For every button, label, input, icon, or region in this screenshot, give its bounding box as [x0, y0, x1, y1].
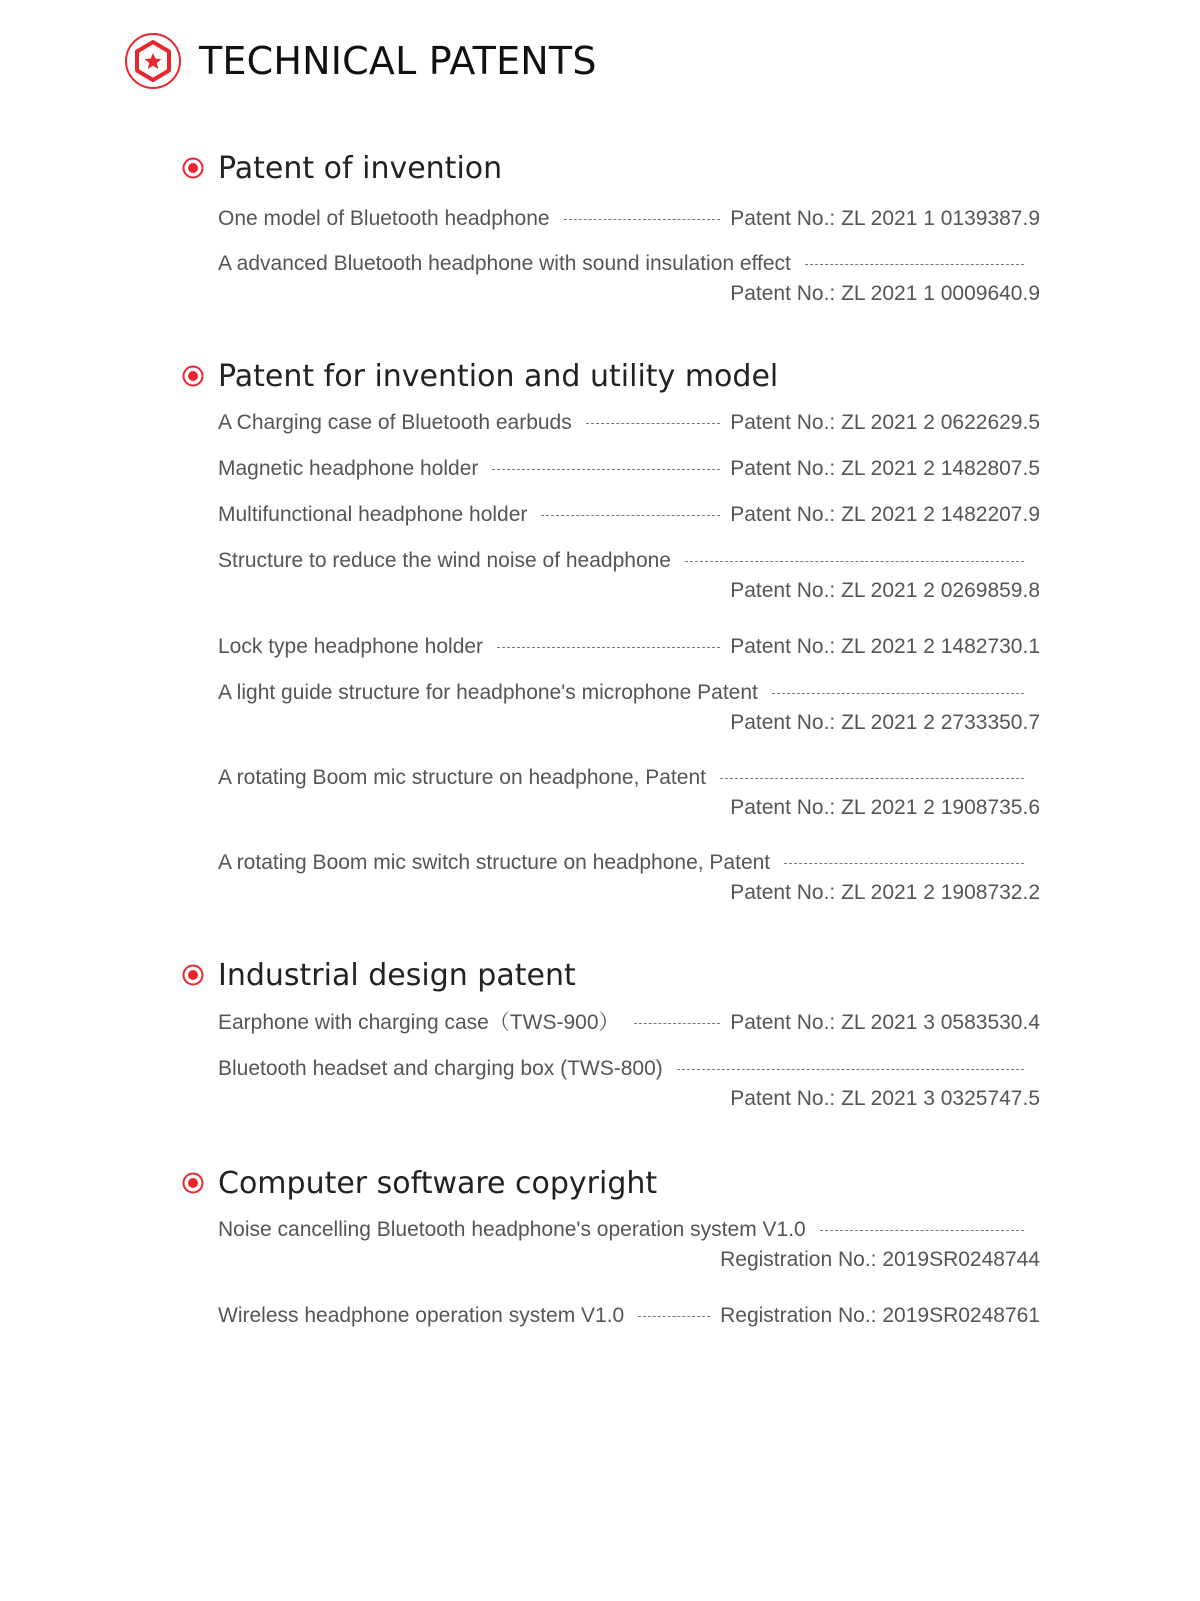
patent-number: Patent No.: ZL 2021 2 1482807.5: [730, 457, 1040, 480]
registration-number: Registration No.: 2019SR0248744: [720, 1248, 1040, 1271]
dash-leader: [586, 423, 720, 424]
section-title: Computer software copyright: [218, 1165, 658, 1201]
item-name: One model of Bluetooth headphone: [218, 207, 550, 230]
list-item: [218, 1008, 1040, 1038]
section-software-copyright: [180, 1165, 1040, 1327]
list-item: [218, 1054, 1040, 1114]
list-item: [218, 204, 1040, 234]
dash-leader: [784, 863, 1024, 864]
item-name: A advanced Bluetooth headphone with sound insulation effect: [218, 252, 791, 275]
patent-number: Patent No.: ZL 2021 2 1908732.2: [730, 881, 1040, 904]
patent-number: Patent No.: ZL 2021 1 0009640.9: [730, 282, 1040, 305]
list-item: [218, 848, 1040, 908]
item-name: A light guide structure for headphone's microphone Patent: [218, 681, 758, 704]
page-header: [124, 32, 597, 90]
item-name: Structure to reduce the wind noise of headphone: [218, 549, 671, 572]
item-name: Multifunctional headphone holder: [218, 503, 528, 526]
list-item: [218, 500, 1040, 530]
patent-number: Patent No.: ZL 2021 2 0269859.8: [730, 579, 1040, 602]
dash-leader: [677, 1069, 1024, 1070]
list-item: [218, 249, 1040, 309]
list-item: [218, 408, 1040, 438]
patent-number: Patent No.: ZL 2021 2 0622629.5: [730, 411, 1040, 434]
dash-leader: [820, 1230, 1024, 1231]
list-item: [218, 763, 1040, 823]
radio-bullet-icon: [180, 1170, 206, 1196]
registration-number: Registration No.: 2019SR0248761: [720, 1304, 1040, 1327]
section-title: Patent of invention: [218, 150, 503, 186]
dash-leader: [772, 693, 1024, 694]
item-name: Magnetic headphone holder: [218, 457, 479, 480]
patent-number: Patent No.: ZL 2021 2 1482730.1: [730, 635, 1040, 658]
section-title: Patent for invention and utility model: [218, 358, 779, 394]
section-title: Industrial design patent: [218, 957, 576, 993]
page-title: TECHNICAL PATENTS: [199, 39, 597, 83]
radio-bullet-icon: [180, 962, 206, 988]
dash-leader: [805, 264, 1024, 265]
item-name: A rotating Boom mic structure on headphone, Patent: [218, 766, 706, 789]
list-item: [218, 1301, 1040, 1331]
patent-number: Patent No.: ZL 2021 2 1482207.9: [730, 503, 1040, 526]
dash-leader: [492, 469, 720, 470]
item-name: Noise cancelling Bluetooth headphone's operation system V1.0: [218, 1218, 806, 1241]
list-item: [218, 546, 1040, 606]
radio-bullet-icon: [180, 363, 206, 389]
patent-number: Patent No.: ZL 2021 2 2733350.7: [730, 711, 1040, 734]
patent-number: Patent No.: ZL 2021 3 0325747.5: [730, 1087, 1040, 1110]
star-hexagon-icon: [124, 32, 182, 90]
dash-leader: [638, 1316, 710, 1317]
list-item: [218, 454, 1040, 484]
dash-leader: [497, 647, 720, 648]
item-name: Bluetooth headset and charging box (TWS-800): [218, 1057, 663, 1080]
item-name: A Charging case of Bluetooth earbuds: [218, 411, 572, 434]
item-name: Earphone with charging case（TWS-900）: [218, 1011, 620, 1034]
section-patent-utility-model: [180, 358, 1040, 904]
list-item: [218, 678, 1040, 738]
item-name: Wireless headphone operation system V1.0: [218, 1304, 625, 1327]
item-name: Lock type headphone holder: [218, 635, 484, 658]
patent-number: Patent No.: ZL 2021 1 0139387.9: [730, 207, 1040, 230]
dash-leader: [720, 778, 1024, 779]
radio-bullet-icon: [180, 155, 206, 181]
section-patent-of-invention: [180, 150, 1040, 305]
list-item: [218, 632, 1040, 662]
dash-leader: [634, 1023, 721, 1024]
patent-number: Patent No.: ZL 2021 2 1908735.6: [730, 796, 1040, 819]
list-item: [218, 1215, 1040, 1275]
dash-leader: [541, 515, 720, 516]
patent-number: Patent No.: ZL 2021 3 0583530.4: [730, 1011, 1040, 1034]
dash-leader: [564, 219, 721, 220]
section-industrial-design: [180, 957, 1040, 1110]
item-name: A rotating Boom mic switch structure on headphone, Patent: [218, 851, 771, 874]
dash-leader: [685, 561, 1024, 562]
